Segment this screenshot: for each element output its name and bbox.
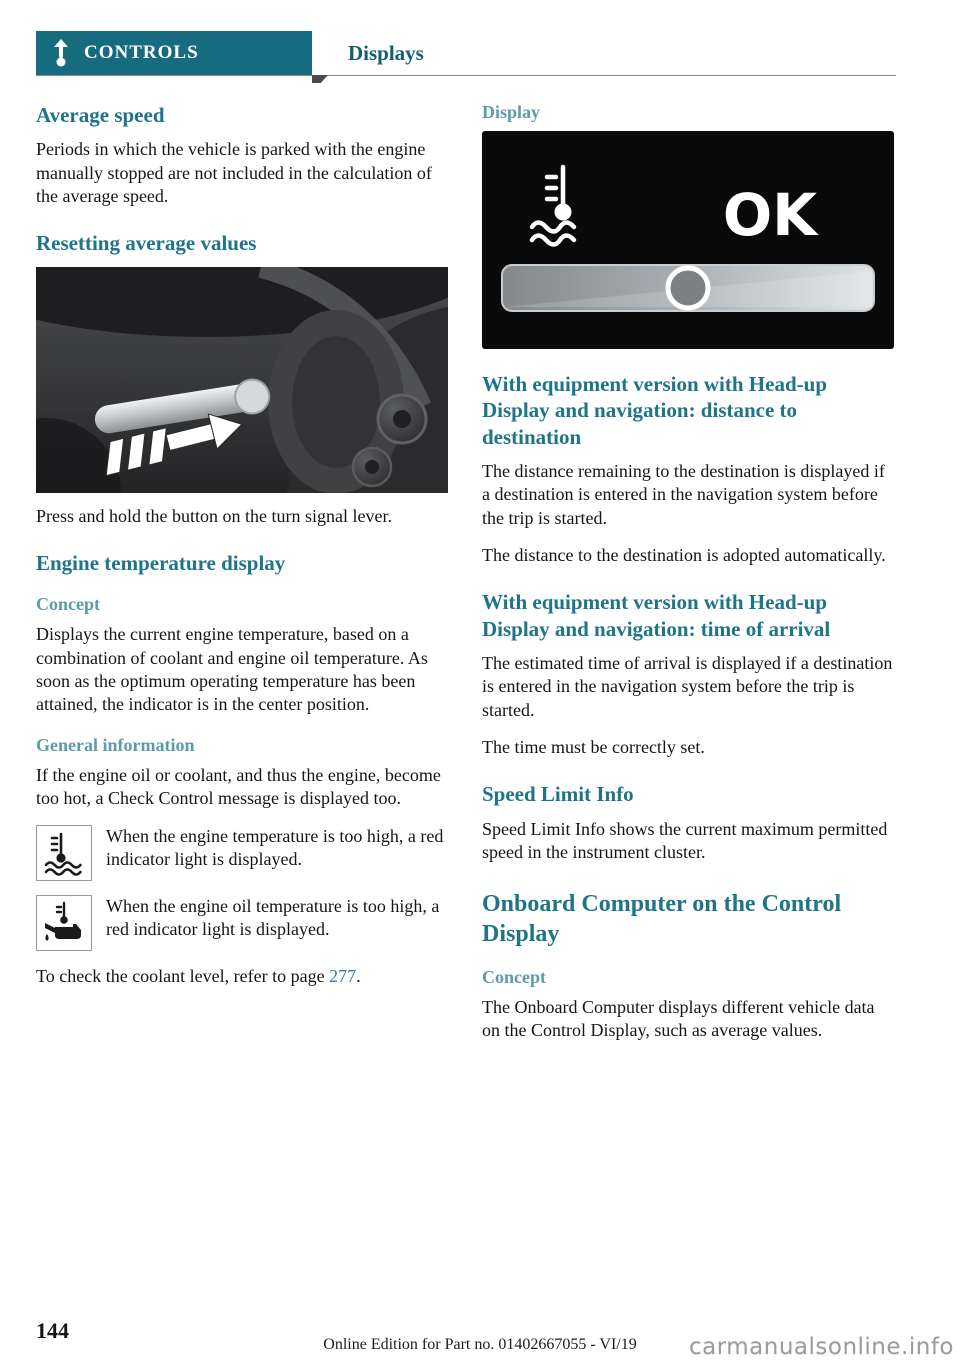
subheading-display: Display: [482, 102, 541, 122]
resetting-caption: Press and hold the button on the turn signal lever.: [36, 505, 392, 526]
left-column: [36, 100, 448, 1057]
coolant-warning-row: [36, 825, 448, 881]
page-header: [36, 28, 896, 76]
speed-limit-paragraph: Speed Limit Info shows the current maximum permitted speed in the instrument cluster.: [482, 818, 888, 863]
controls-chapter-icon: [50, 39, 72, 67]
right-column: [482, 100, 896, 1057]
turn-signal-lever-photo: [36, 267, 448, 493]
oil-temperature-glyph: [41, 899, 87, 947]
oil-warning-row: [36, 895, 448, 951]
oil-warning-text: When the engine oil temperature is too high, a red indicator light is displayed.: [106, 895, 440, 940]
heading-engine-temperature-display: Engine temperature display: [36, 551, 286, 576]
coolant-ref-period: .: [356, 965, 361, 986]
onboard-concept-paragraph: The Onboard Computer displays different vehicle data on the Control Display, such as average values.: [482, 996, 875, 1041]
content-columns: [36, 100, 896, 1057]
heading-speed-limit-info: Speed Limit Info: [482, 782, 634, 807]
subheading-general-information: General information: [36, 734, 195, 755]
heading-average-speed: Average speed: [36, 103, 165, 127]
display-gauge-marker: [668, 268, 708, 308]
hud-arrival-paragraph-1: The estimated time of arrival is displayed if a destination is entered in the navigation system before the trip is started.: [482, 652, 893, 720]
header-notch: [312, 75, 328, 83]
concept-paragraph: Displays the current engine temperature, based on a combination of coolant and engine oil temperature. As soon as the optimum operating temperature has been attained, the indicator is in the center position.: [36, 624, 428, 715]
heading-hud-distance: With equipment version with Head-up Display and navigation: distance to destination: [482, 372, 827, 449]
heading-hud-arrival: With equipment version with Head-up Display and navigation: time of arrival: [482, 590, 831, 641]
coolant-warning-text: When the engine temperature is too high, a red indicator light is displayed.: [106, 825, 444, 870]
coolant-reference-paragraph: [36, 965, 448, 988]
watermark: carmanualsonline.info: [688, 1334, 954, 1360]
engine-temp-display-image: [482, 131, 894, 349]
hud-arrival-paragraph-2: The time must be correctly set.: [482, 736, 705, 757]
turn-signal-lever-illustration: [36, 267, 448, 493]
coolant-temperature-icon: [36, 825, 92, 881]
subheading-concept-left: Concept: [36, 594, 100, 615]
controls-badge: [36, 31, 312, 75]
heading-onboard-computer: Onboard Computer on the Control Display: [482, 891, 842, 947]
hud-distance-paragraph-2: The distance to the destination is adopted automatically.: [482, 544, 886, 565]
chapter-title: Displays: [348, 41, 424, 65]
general-information-paragraph: If the engine oil or coolant, and thus the engine, become too hot, a Check Control message is displayed too.: [36, 764, 441, 809]
edition-note: Online Edition for Part no. 01402667055 - VI/19: [323, 1336, 637, 1353]
coolant-ref-text: To check the coolant level, refer to page: [36, 965, 330, 986]
oil-temperature-icon: [36, 895, 92, 951]
page-number: 144: [36, 1318, 69, 1343]
display-ok-text: OK: [722, 181, 818, 249]
engine-temp-display-illustration: [482, 131, 894, 349]
subheading-concept-right: Concept: [482, 966, 546, 987]
controls-badge-label: CONTROLS: [84, 42, 199, 63]
hud-distance-paragraph-1: The distance remaining to the destination is displayed if a destination is entered in the navigation system before the trip is started.: [482, 460, 885, 528]
coolant-temperature-glyph: [41, 829, 87, 877]
average-speed-paragraph: Periods in which the vehicle is parked with the engine manually stopped are not included in the calculation of the average speed.: [36, 139, 432, 207]
page-277-link[interactable]: 277: [329, 965, 357, 986]
heading-resetting-average-values: Resetting average values: [36, 231, 257, 256]
